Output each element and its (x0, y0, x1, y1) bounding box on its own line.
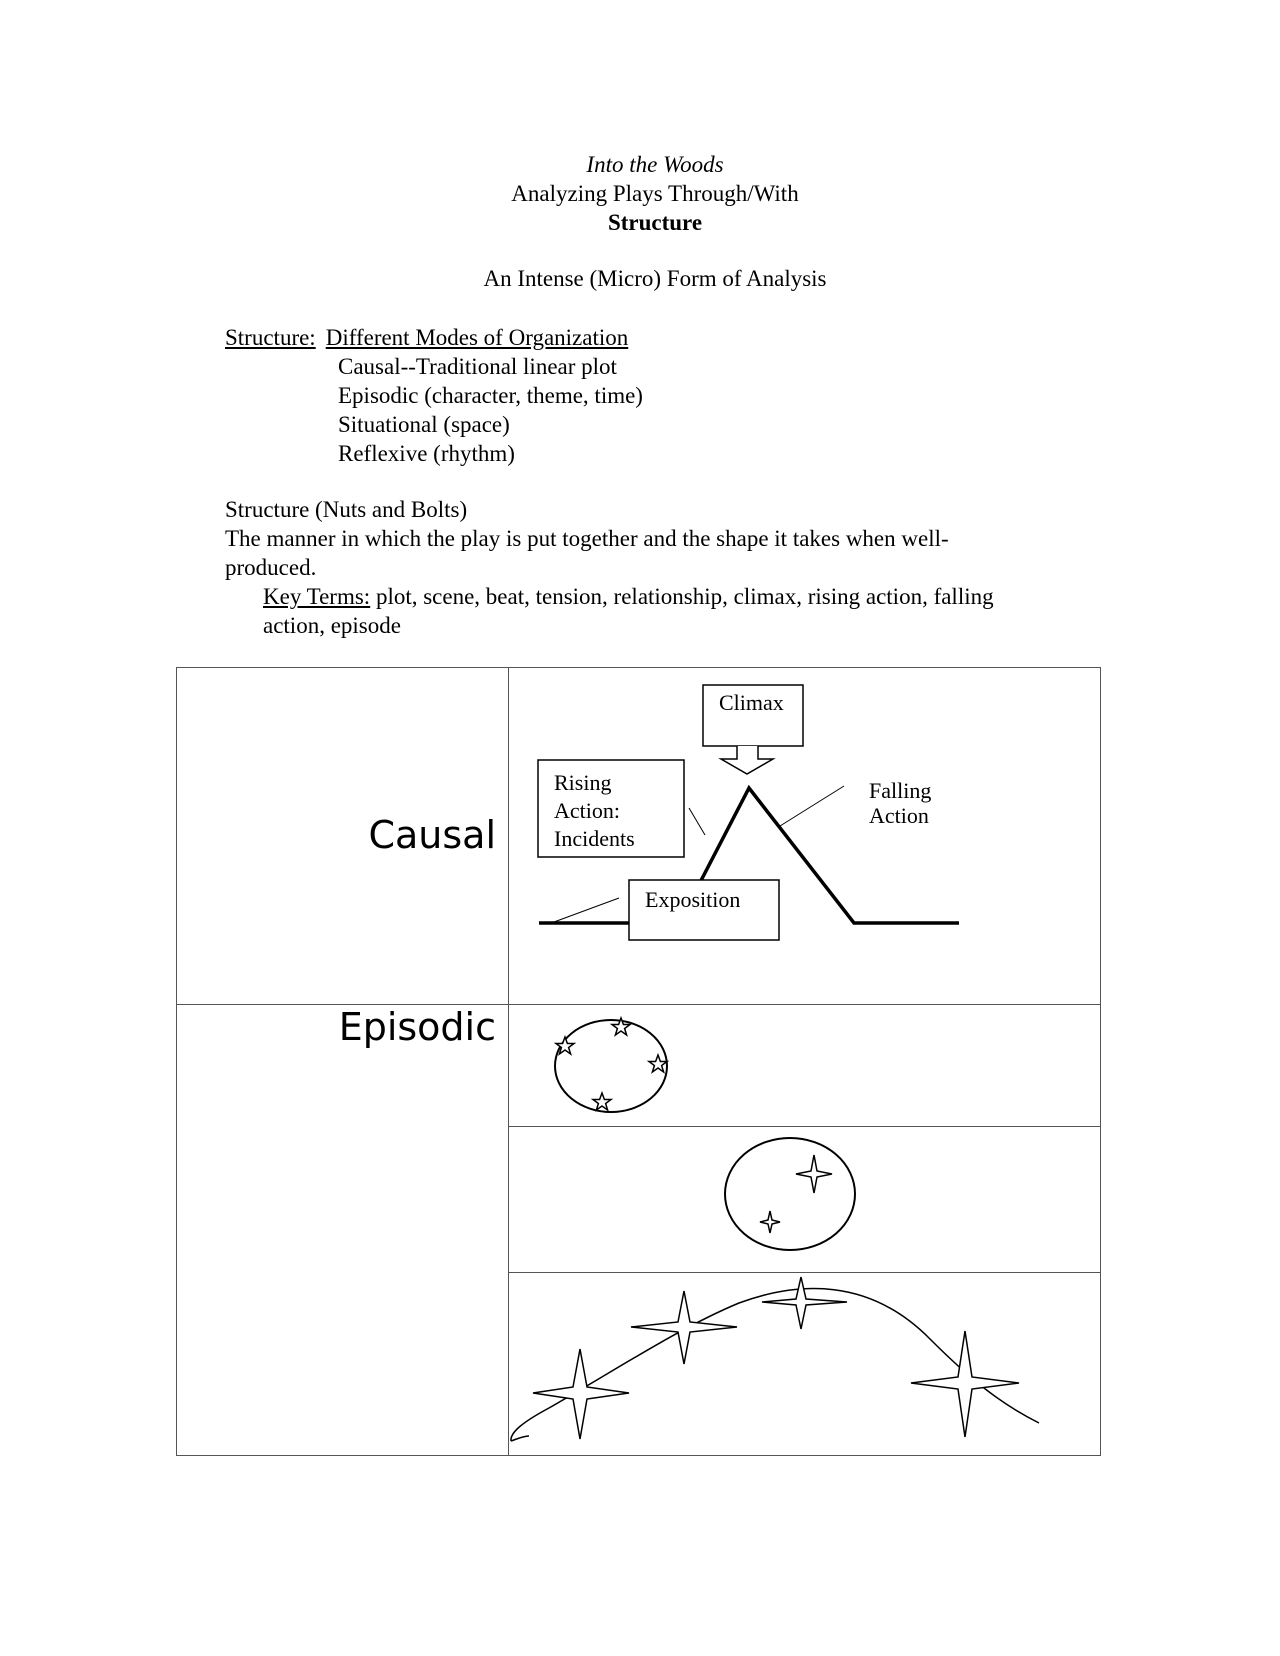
modes-label: Structure: (225, 325, 316, 350)
sparkle-icon (796, 1155, 832, 1193)
episode-circle-diagram (509, 1005, 1100, 1121)
modes-section (225, 323, 643, 468)
causal-label: Causal (368, 813, 496, 857)
rising-pointer-line (689, 808, 705, 835)
plot-structure-diagram (509, 668, 1100, 999)
climax-arrow-icon (721, 746, 773, 774)
play-title: Into the Woods (586, 152, 724, 177)
causal-label-cell (177, 668, 509, 1005)
situation-circle (725, 1138, 855, 1250)
star-icon (593, 1093, 611, 1110)
analysis-subtitle: An Intense (Micro) Form of Analysis (483, 266, 827, 291)
modes-heading: Different Modes of Organization (325, 325, 629, 350)
mode-item-reflexive: Reflexive (rhythm) (338, 441, 515, 466)
key-terms-label: Key Terms: (263, 584, 371, 609)
header-emphasis: Structure (607, 210, 703, 235)
header-subtitle: Analyzing Plays Through/With (511, 181, 799, 206)
climax-label: Climax (719, 690, 784, 715)
exposition-label: Exposition (645, 887, 741, 912)
mode-item-causal: Causal--Traditional linear plot (338, 354, 617, 379)
rising-label-2: Action: (554, 798, 620, 823)
key-terms-list: plot, scene, beat, tension, relationship, climax, rising action, falling (370, 584, 994, 609)
key-terms-line-2: action, episode (263, 613, 401, 638)
nuts-heading: Structure (Nuts and Bolts) (225, 497, 468, 522)
episode-circle (555, 1020, 667, 1112)
falling-label-2: Action (869, 803, 929, 828)
episodic-label: Episodic (338, 1005, 496, 1049)
episodic-diagram-cell-2 (509, 1127, 1101, 1273)
modes-heading-line (225, 323, 643, 352)
key-terms-line-1 (225, 582, 1085, 611)
causal-diagram-cell (509, 668, 1101, 1005)
exposition-pointer-line (554, 898, 619, 922)
star-icon (649, 1055, 667, 1072)
rhythm-arc-diagram (509, 1273, 1100, 1450)
falling-pointer-line (780, 786, 844, 826)
sparkle-icon (911, 1331, 1019, 1437)
rising-label-3: Incidents (554, 826, 635, 851)
causal-row (177, 668, 1101, 1005)
falling-label-1: Falling (869, 778, 932, 803)
nuts-and-bolts-section (225, 495, 1085, 640)
sparkle-icon (760, 1211, 780, 1233)
nuts-text-line-1: The manner in which the play is put together and the shape it takes when well- (225, 526, 949, 551)
document-header (0, 150, 1280, 237)
episodic-row-1 (177, 1005, 1101, 1127)
episodic-label-cell (177, 1005, 509, 1456)
structure-table (176, 667, 1101, 1456)
episodic-diagram-cell-3 (509, 1273, 1101, 1456)
nuts-text-line-2: produced. (225, 555, 317, 580)
sparkle-icon (631, 1291, 737, 1364)
situation-circle-diagram (509, 1127, 1100, 1267)
rising-label-1: Rising (554, 770, 612, 795)
arc-tail (511, 1436, 529, 1441)
sparkle-icon (762, 1277, 847, 1329)
mode-item-episodic: Episodic (character, theme, time) (338, 383, 643, 408)
episodic-diagram-cell-1 (509, 1005, 1101, 1127)
sparkle-icon (533, 1349, 629, 1439)
mode-item-situational: Situational (space) (338, 412, 510, 437)
